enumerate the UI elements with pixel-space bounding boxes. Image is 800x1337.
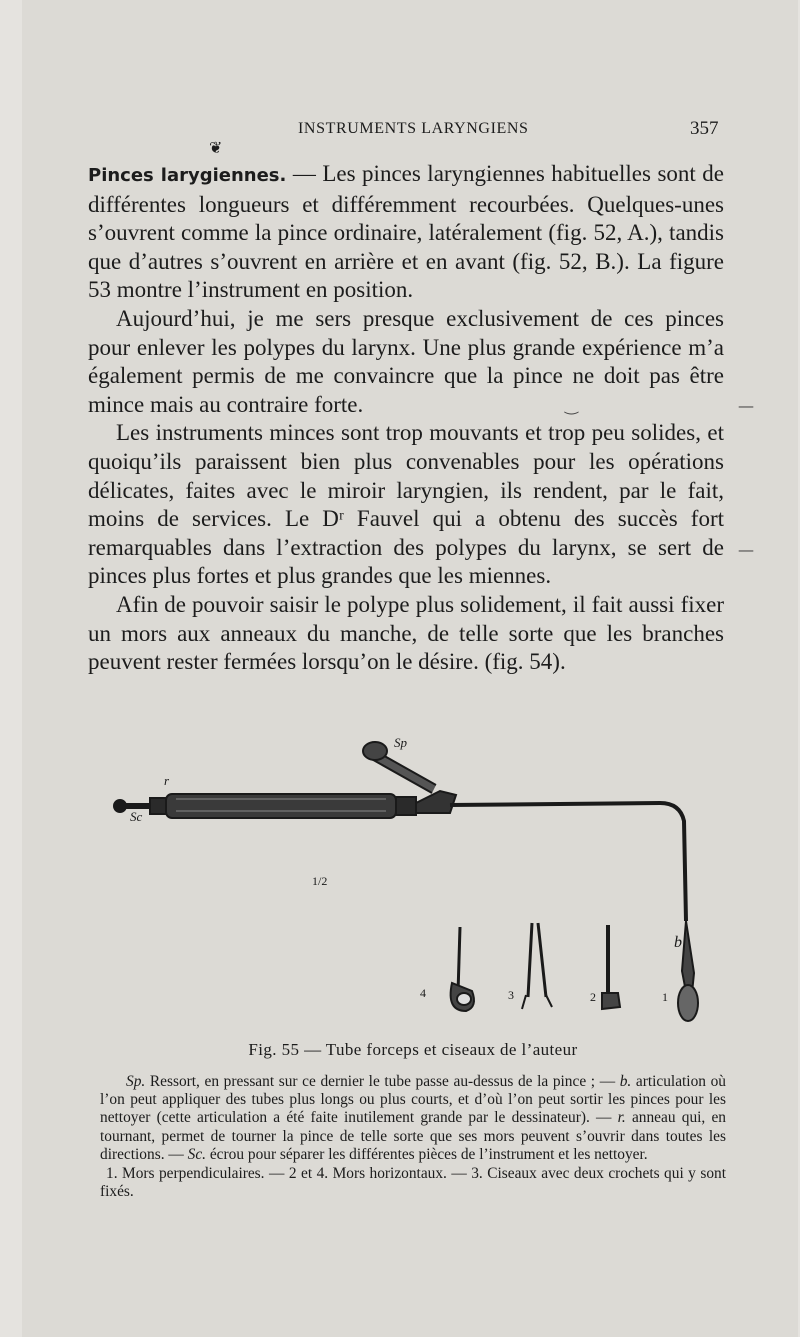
legend-label-r: r. bbox=[617, 1109, 626, 1127]
paragraph-lead: Pinces larygiennes. bbox=[88, 165, 287, 186]
figure-label-1: 1 bbox=[662, 990, 668, 1004]
figure-label-2: 2 bbox=[590, 990, 596, 1004]
figure-caption bbox=[98, 1040, 728, 1060]
paragraph-pinces bbox=[88, 160, 724, 305]
legend-item-2: — 2 et 4. Mors horizontaux. bbox=[264, 1165, 447, 1183]
paragraph-text: — Les pinces laryngiennes habituelles sont de différentes longueurs et différemment recourbées. Quelques-unes s’ouvrent comme la pince ordinaire, latéralement (fig. 52, A.), tandis que d’autres s’ouvrent en arrière et en avant (fig. 52, B.). La figure 53 montre l’instrument en position. bbox=[88, 161, 724, 303]
legend-paragraph bbox=[100, 1073, 726, 1164]
figure-label-b: b bbox=[674, 934, 682, 951]
screw-nut-icon bbox=[114, 800, 126, 812]
figure-label-r: r bbox=[164, 773, 170, 788]
paragraph-aujourdhui: Aujourd’hui, je me sers presque exclusivement de ces pinces pour enlever les polypes du larynx. Une plus grande expérience m’a également permis de me convaincre que la pince ne doit pas être mince mais au contraire forte. bbox=[88, 305, 724, 417]
legend-text-b: articulation où l’on peut appliquer des tubes plus longs ou plus courts, et d’où l’on peut sortir les pinces pour les nettoyer (cette articulation a été faite inutilement grande par le dessinateur). — bbox=[100, 1073, 726, 1127]
legend-list bbox=[100, 1165, 726, 1201]
figure-label-3: 3 bbox=[508, 988, 514, 1002]
legend-text-sp: Ressort, en pressant sur ce dernier le tube passe au-dessus de la pince ; — bbox=[145, 1073, 620, 1090]
legend-label-sp: Sp. bbox=[126, 1073, 146, 1090]
legend-item-3: — 3. Ciseaux avec deux crochets qui y sont fixés. bbox=[100, 1165, 727, 1201]
margin-dash-icon: — bbox=[738, 396, 754, 415]
pencil-mark-icon: ‿ bbox=[565, 396, 578, 415]
figure-label-4: 4 bbox=[420, 986, 426, 1000]
figure-legend bbox=[100, 1073, 726, 1201]
page-number: 357 bbox=[690, 118, 719, 139]
running-title: INSTRUMENTS LARYNGIENS bbox=[298, 120, 529, 137]
paragraph-afin: Afin de pouvoir saisir le polype plus solidement, il fait aussi fixer un mors aux anneaux du manche, de telle sorte que les branches peuvent rester fermées lorsqu’on le désire. (fig. 54). bbox=[88, 591, 724, 675]
forceps-illustration bbox=[100, 725, 740, 1035]
paragraph-instruments: Les instruments minces sont trop mouvants et trop peu solides, et quoiqu’ils paraissent bien plus convenables pour les opérations délicates, faites avec le miroir laryngien, ils rendent, par le fait, moins de services. Le Dʳ Fauvel qui a obtenu des succès fort remarquables dans l’extraction des polypes du larynx, se sert de pinces plus fortes et plus grandes que les miennes. bbox=[88, 420, 724, 589]
legend-label-b: b. bbox=[619, 1073, 632, 1090]
figure-label-scale: 1/2 bbox=[312, 874, 328, 888]
body-text bbox=[88, 160, 724, 677]
figure-label-sc: Sc bbox=[130, 809, 143, 824]
legend-text-sc: écrou pour séparer les différentes pièces de l’instrument et les nettoyer. bbox=[206, 1145, 648, 1163]
page-header bbox=[0, 120, 800, 144]
legend-label-sc: Sc. bbox=[187, 1145, 206, 1163]
figure-number: Fig. 55 bbox=[248, 1040, 300, 1059]
margin-dash-icon: — bbox=[738, 540, 754, 559]
figure-title: — Tube forceps et ciseaux de l’auteur bbox=[304, 1040, 578, 1059]
legend-item-1: 1. Mors perpendiculaires. bbox=[106, 1165, 265, 1183]
legend-text-r: anneau qui, en tournant, permet de tourner la pince de telle sorte que ses mors peuvent s’ouvrir dans toutes les directions. — bbox=[100, 1109, 726, 1163]
ornament-icon: ❦ bbox=[209, 138, 223, 157]
instrument-figure bbox=[100, 725, 740, 1035]
figure-label-sp: Sp bbox=[394, 735, 407, 750]
